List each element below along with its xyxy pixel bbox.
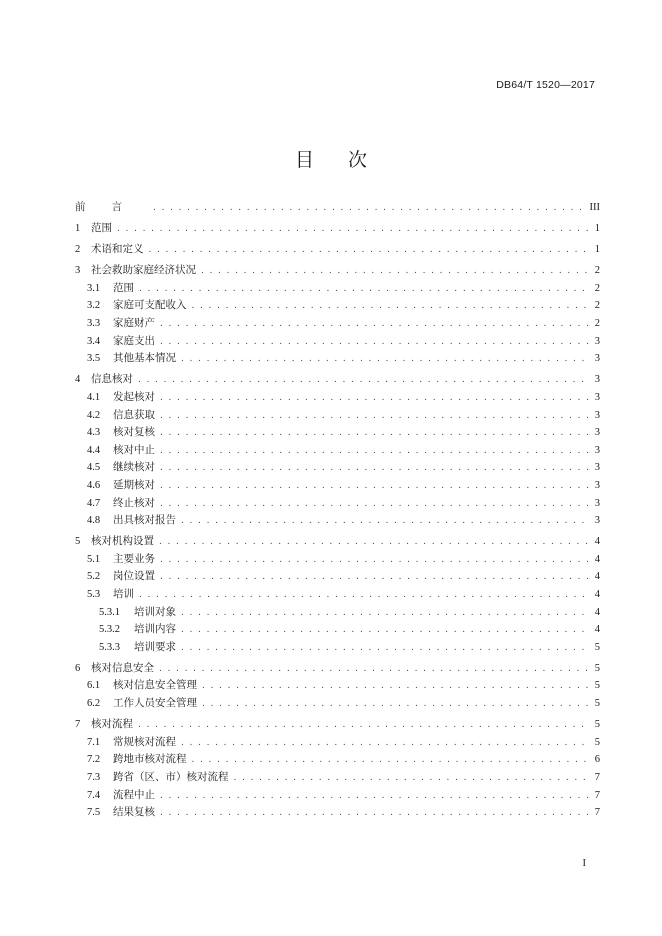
toc-dot-leader: [160, 411, 589, 421]
toc-dot-leader: [160, 446, 589, 456]
toc-entry: [75, 477, 600, 495]
toc-dot-leader: [160, 463, 589, 473]
toc-entry: [75, 407, 600, 425]
toc-entry-title: 终止核对: [113, 496, 155, 509]
toc-entry-title: 工作人员安全管理: [113, 697, 197, 710]
toc-entry: [75, 459, 600, 477]
toc-entry-page: 3: [594, 479, 600, 491]
toc-entry-page: 3: [594, 497, 600, 509]
toc-entry: [75, 280, 600, 298]
toc-dot-leader: [192, 301, 590, 311]
toc-entry-number: 3.4: [87, 335, 101, 347]
toc-entry: [75, 677, 600, 695]
toc-dot-leader: [160, 555, 589, 565]
toc-dot-leader: [181, 625, 589, 635]
page-number: I: [582, 858, 586, 869]
toc-entry-page: 3: [594, 427, 600, 439]
toc-entry: [75, 804, 600, 822]
toc-entry: [75, 350, 600, 368]
toc-entry: [75, 371, 600, 389]
toc-dot-leader: [181, 643, 589, 653]
toc-entry-title: 术语和定义: [91, 243, 144, 256]
toc-entry-title: 岗位设置: [113, 570, 155, 583]
toc-entry-number: 1: [75, 223, 81, 235]
toc-entry: [75, 586, 600, 604]
toc-entry: [75, 639, 600, 657]
toc-entry: [75, 734, 600, 752]
toc-dot-leader: [160, 428, 589, 438]
toc-entry-title: 发起核对: [113, 390, 155, 403]
toc-entry: [75, 751, 600, 769]
toc-entry-title: 培训对象: [134, 605, 176, 618]
toc-entry-page: 2: [594, 265, 600, 277]
toc-dot-leader: [117, 224, 589, 234]
toc-entry: [75, 241, 600, 259]
toc-entry: [75, 442, 600, 460]
toc-entry-page: 3: [594, 335, 600, 347]
toc-entry: [75, 769, 600, 787]
toc-entry-title: 出具核对报告: [113, 514, 176, 527]
table-of-contents: [75, 199, 600, 822]
toc-entry-page: 7: [594, 771, 600, 783]
toc-entry: [75, 424, 600, 442]
toc-entry-title: 范围: [113, 281, 134, 294]
toc-entry-page: 2: [594, 300, 600, 312]
toc-dot-leader: [234, 773, 590, 783]
toc-entry-page: 5: [594, 680, 600, 692]
toc-entry-number: 3.3: [87, 318, 101, 330]
toc-entry: [75, 199, 600, 217]
toc-entry-number: 5.1: [87, 553, 101, 565]
toc-entry-page: III: [589, 202, 600, 213]
toc-entry-title: 培训要求: [134, 640, 176, 653]
toc-entry-page: 4: [594, 588, 600, 600]
toc-dot-leader: [160, 319, 589, 329]
toc-entry-title: 范围: [91, 222, 112, 235]
toc-entry: [75, 695, 600, 713]
toc-entry-title: 跨地市核对流程: [113, 753, 187, 766]
toc-entry-title: 核对信息安全: [91, 661, 154, 674]
toc-entry-title: 家庭财产: [113, 317, 155, 330]
toc-dot-leader: [202, 699, 589, 709]
toc-entry-title: 前言: [75, 201, 148, 213]
toc-entry-page: 3: [594, 444, 600, 456]
toc-entry-number: 4.6: [87, 479, 101, 491]
toc-dot-leader: [160, 572, 589, 582]
toc-dot-leader: [192, 755, 590, 765]
toc-entry-title: 家庭可支配收入: [113, 299, 187, 312]
toc-dot-leader: [139, 590, 589, 600]
page-title: 目次: [294, 149, 401, 171]
toc-entry-number: 7: [75, 719, 81, 731]
toc-entry: [75, 660, 600, 678]
toc-entry-number: 5.3: [87, 588, 101, 600]
toc-entry-title: 核对复核: [113, 426, 155, 439]
toc-entry-number: 6.1: [87, 680, 101, 692]
toc-entry-page: 2: [594, 282, 600, 294]
toc-entry-number: 7.5: [87, 807, 101, 819]
toc-entry-number: 4.5: [87, 462, 101, 474]
toc-entry-page: 5: [594, 662, 600, 674]
toc-dot-leader: [138, 375, 589, 385]
toc-dot-leader: [153, 203, 587, 213]
toc-dot-leader: [181, 608, 589, 618]
toc-entry-number: 6: [75, 662, 81, 674]
toc-entry-number: 5.2: [87, 571, 101, 583]
toc-entry-number: 4.3: [87, 427, 101, 439]
toc-entry-page: 3: [594, 391, 600, 403]
toc-entry: [75, 568, 600, 586]
toc-entry-page: 7: [594, 807, 600, 819]
toc-entry-page: 6: [594, 754, 600, 766]
toc-entry-page: 3: [594, 353, 600, 365]
toc-entry-title: 延期核对: [113, 478, 155, 491]
toc-entry-page: 5: [594, 641, 600, 653]
toc-entry-page: 4: [594, 624, 600, 636]
toc-entry-number: 4.4: [87, 444, 101, 456]
toc-dot-leader: [160, 393, 589, 403]
toc-entry-page: 1: [594, 223, 600, 235]
toc-entry-number: 5.3.2: [99, 624, 120, 636]
toc-entry-page: 7: [594, 789, 600, 801]
toc-entry: [75, 512, 600, 530]
toc-entry-page: 4: [594, 606, 600, 618]
toc-entry-title: 其他基本情况: [113, 352, 176, 365]
toc-entry-title: 跨省（区、市）核对流程: [113, 770, 229, 783]
toc-entry: [75, 220, 600, 238]
toc-entry-title: 信息获取: [113, 408, 155, 421]
toc-dot-leader: [181, 354, 589, 364]
toc-entry-page: 5: [594, 698, 600, 710]
toc-entry-number: 3.5: [87, 353, 101, 365]
toc-dot-leader: [160, 499, 589, 509]
toc-entry-number: 7.3: [87, 771, 101, 783]
toc-entry: [75, 551, 600, 569]
toc-entry-title: 结果复核: [113, 806, 155, 819]
toc-dot-leader: [139, 284, 589, 294]
toc-entry-page: 3: [594, 462, 600, 474]
toc-entry-title: 核对中止: [113, 443, 155, 456]
toc-entry-number: 7.2: [87, 754, 101, 766]
toc-entry-number: 4.8: [87, 515, 101, 527]
toc-entry-title: 核对信息安全管理: [113, 679, 197, 692]
toc-dot-leader: [201, 266, 589, 276]
toc-entry-page: 3: [594, 515, 600, 527]
toc-entry: [75, 262, 600, 280]
toc-entry-title: 核对流程: [91, 718, 133, 731]
toc-entry: [75, 297, 600, 315]
toc-entry: [75, 621, 600, 639]
toc-entry-number: 7.4: [87, 789, 101, 801]
toc-dot-leader: [138, 720, 589, 730]
toc-entry-title: 主要业务: [113, 552, 155, 565]
toc-entry-title: 家庭支出: [113, 334, 155, 347]
toc-entry-number: 5.3.1: [99, 606, 120, 618]
toc-entry-title: 社会救助家庭经济状况: [91, 264, 196, 277]
toc-entry-title: 信息核对: [91, 373, 133, 386]
toc-entry: [75, 533, 600, 551]
toc-entry-page: 2: [594, 318, 600, 330]
toc-dot-leader: [159, 664, 589, 674]
toc-dot-leader: [149, 245, 590, 255]
toc-entry: [75, 333, 600, 351]
toc-dot-leader: [160, 481, 589, 491]
toc-entry: [75, 716, 600, 734]
toc-entry-number: 5: [75, 536, 81, 548]
toc-entry-number: 7.1: [87, 736, 101, 748]
toc-entry: [75, 604, 600, 622]
toc-entry-number: 4.7: [87, 497, 101, 509]
toc-entry-title: 核对机构设置: [91, 535, 154, 548]
document-code: DB64/T 1520—2017: [496, 79, 595, 91]
toc-entry-page: 3: [594, 374, 600, 386]
toc-entry: [75, 389, 600, 407]
toc-entry-title: 流程中止: [113, 788, 155, 801]
toc-entry-number: 6.2: [87, 698, 101, 710]
toc-entry-page: 5: [594, 719, 600, 731]
toc-entry-title: 培训: [113, 587, 134, 600]
toc-entry-title: 继续核对: [113, 461, 155, 474]
toc-entry-title: 培训内容: [134, 623, 176, 636]
toc-entry-page: 1: [594, 244, 600, 256]
toc-entry-number: 3: [75, 265, 81, 277]
toc-dot-leader: [160, 791, 589, 801]
toc-dot-leader: [160, 337, 589, 347]
toc-dot-leader: [159, 537, 589, 547]
toc-entry-page: 4: [594, 571, 600, 583]
toc-entry-page: 5: [594, 736, 600, 748]
toc-dot-leader: [202, 681, 589, 691]
toc-entry-number: 4: [75, 374, 81, 386]
toc-entry-number: 4.1: [87, 391, 101, 403]
toc-entry-page: 3: [594, 409, 600, 421]
toc-entry-page: 4: [594, 536, 600, 548]
toc-entry-title: 常规核对流程: [113, 735, 176, 748]
toc-entry-number: 4.2: [87, 409, 101, 421]
toc-dot-leader: [181, 516, 589, 526]
toc-entry: [75, 315, 600, 333]
toc-entry: [75, 787, 600, 805]
toc-dot-leader: [160, 808, 589, 818]
toc-entry-number: 3.1: [87, 282, 101, 294]
toc-entry-page: 4: [594, 553, 600, 565]
toc-entry-number: 5.3.3: [99, 641, 120, 653]
toc-entry: [75, 495, 600, 513]
toc-entry-number: 2: [75, 244, 81, 256]
toc-dot-leader: [181, 738, 589, 748]
toc-entry-number: 3.2: [87, 300, 101, 312]
